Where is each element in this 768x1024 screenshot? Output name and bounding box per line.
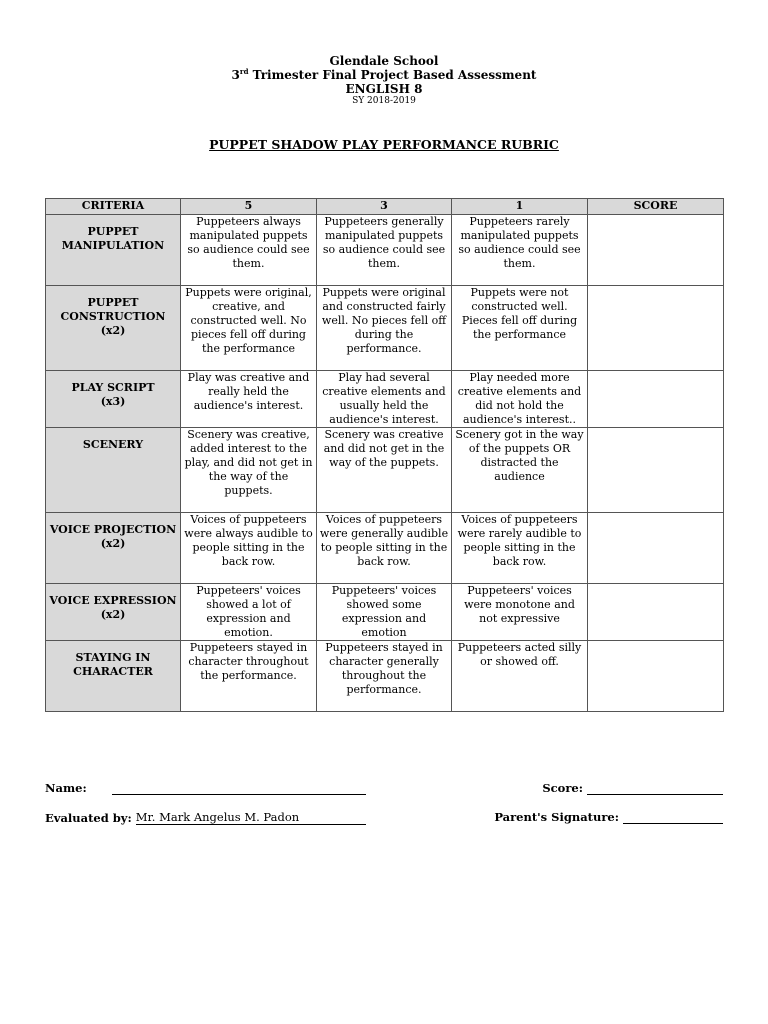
score-5-cell: Puppeteers always manipulated puppets so audience could see them. (181, 215, 317, 286)
table-header-row (46, 199, 724, 215)
score-5-cell: Voices of puppeteers were always audible to people sitting in the back row. (181, 513, 317, 584)
table-row (46, 513, 724, 584)
score-3-cell: Play had several creative elements and usually held the audience's interest. (317, 371, 452, 428)
score-entry-cell[interactable] (588, 584, 724, 641)
parent-signature-group (494, 810, 723, 824)
evaluator-name-text: Mr. Mark Angelus M. Padon (135, 810, 300, 824)
criteria-cell (46, 428, 181, 513)
criteria-weight: (x2) (100, 537, 126, 550)
assessment-rest: Trimester Final Project Based Assessment (248, 68, 537, 82)
score-1-cell: Voices of puppeteers were rarely audible to people sitting in the back row. (452, 513, 588, 584)
header-score: SCORE (588, 199, 724, 215)
criteria-label: VOICE PROJECTION (49, 523, 177, 536)
table-row (46, 371, 724, 428)
evaluator-name (136, 810, 366, 825)
score-3-cell: Puppets were original and constructed fairly well. No pieces fell off during the performance. (317, 286, 452, 371)
rubric-title: PUPPET SHADOW PLAY PERFORMANCE RUBRIC (209, 137, 559, 152)
criteria-label: PUPPET CONSTRUCTION (60, 296, 166, 323)
parent-signature-label: Parent's Signature: (494, 810, 619, 824)
table-row (46, 641, 724, 712)
criteria-weight: (x2) (100, 324, 126, 337)
score-entry-cell[interactable] (588, 286, 724, 371)
score-1-cell: Puppets were not constructed well. Pieces fell off during the performance (452, 286, 588, 371)
score-5-cell: Scenery was creative, added interest to the play, and did not get in the way of the puppets. (181, 428, 317, 513)
score-3-cell: Puppeteers' voices showed some expression and emotion (317, 584, 452, 641)
criteria-cell (46, 641, 181, 712)
document-header (0, 54, 768, 107)
assessment-title (0, 68, 768, 82)
school-name: Glendale School (329, 54, 439, 68)
score-entry-cell[interactable] (588, 428, 724, 513)
name-label: Name: (45, 781, 87, 795)
name-score-line (45, 781, 723, 795)
score-1-cell: Play needed more creative elements and did not hold the audience's interest.. (452, 371, 588, 428)
score-5-cell: Puppeteers stayed in character throughout the performance. (181, 641, 317, 712)
score-entry-cell[interactable] (588, 371, 724, 428)
assessment-prefix: 3 (231, 68, 240, 82)
criteria-label: SCENERY (82, 438, 144, 451)
header-3: 3 (317, 199, 452, 215)
header-criteria: CRITERIA (46, 199, 181, 215)
score-1-cell: Puppeteers rarely manipulated puppets so audience could see them. (452, 215, 588, 286)
evaluator-signature-line (45, 810, 723, 825)
score-1-cell: Scenery got in the way of the puppets OR distracted the audience (452, 428, 588, 513)
score-1-cell: Puppeteers acted silly or showed off. (452, 641, 588, 712)
table-row (46, 286, 724, 371)
parent-signature-field[interactable] (623, 810, 723, 824)
score-group (542, 781, 723, 795)
header-1: 1 (452, 199, 588, 215)
table-row (46, 215, 724, 286)
table-row (46, 584, 724, 641)
evaluated-by-label: Evaluated by: (45, 811, 132, 825)
criteria-weight: (x3) (100, 395, 126, 408)
rubric-table (45, 198, 724, 712)
score-5-cell: Puppeteers' voices showed a lot of expression and emotion. (181, 584, 317, 641)
score-3-cell: Puppeteers stayed in character generally throughout the performance. (317, 641, 452, 712)
criteria-label: PUPPET MANIPULATION (61, 225, 165, 252)
name-field[interactable] (112, 781, 366, 795)
criteria-weight: (x2) (100, 608, 126, 621)
school-year: SY 2018-2019 (352, 96, 416, 106)
criteria-label: PLAY SCRIPT (71, 381, 155, 394)
score-entry-cell[interactable] (588, 215, 724, 286)
score-5-cell: Play was creative and really held the audience's interest. (181, 371, 317, 428)
criteria-cell (46, 371, 181, 428)
table-row (46, 428, 724, 513)
criteria-label: VOICE EXPRESSION (49, 594, 177, 607)
score-1-cell: Puppeteers' voices were monotone and not expressive (452, 584, 588, 641)
score-field[interactable] (587, 781, 723, 795)
criteria-cell (46, 215, 181, 286)
score-label: Score: (542, 781, 583, 795)
criteria-cell (46, 513, 181, 584)
header-5: 5 (181, 199, 317, 215)
score-3-cell: Puppeteers generally manipulated puppets so audience could see them. (317, 215, 452, 286)
score-3-cell: Voices of puppeteers were generally audible to people sitting in the back row. (317, 513, 452, 584)
assessment-superscript: rd (239, 67, 249, 76)
criteria-label: STAYING IN CHARACTER (73, 651, 153, 678)
score-entry-cell[interactable] (588, 641, 724, 712)
score-5-cell: Puppets were original, creative, and constructed well. No pieces fell off during the performance (181, 286, 317, 371)
criteria-cell (46, 584, 181, 641)
criteria-cell (46, 286, 181, 371)
subject: ENGLISH 8 (345, 82, 423, 96)
score-3-cell: Scenery was creative and did not get in the way of the puppets. (317, 428, 452, 513)
score-entry-cell[interactable] (588, 513, 724, 584)
